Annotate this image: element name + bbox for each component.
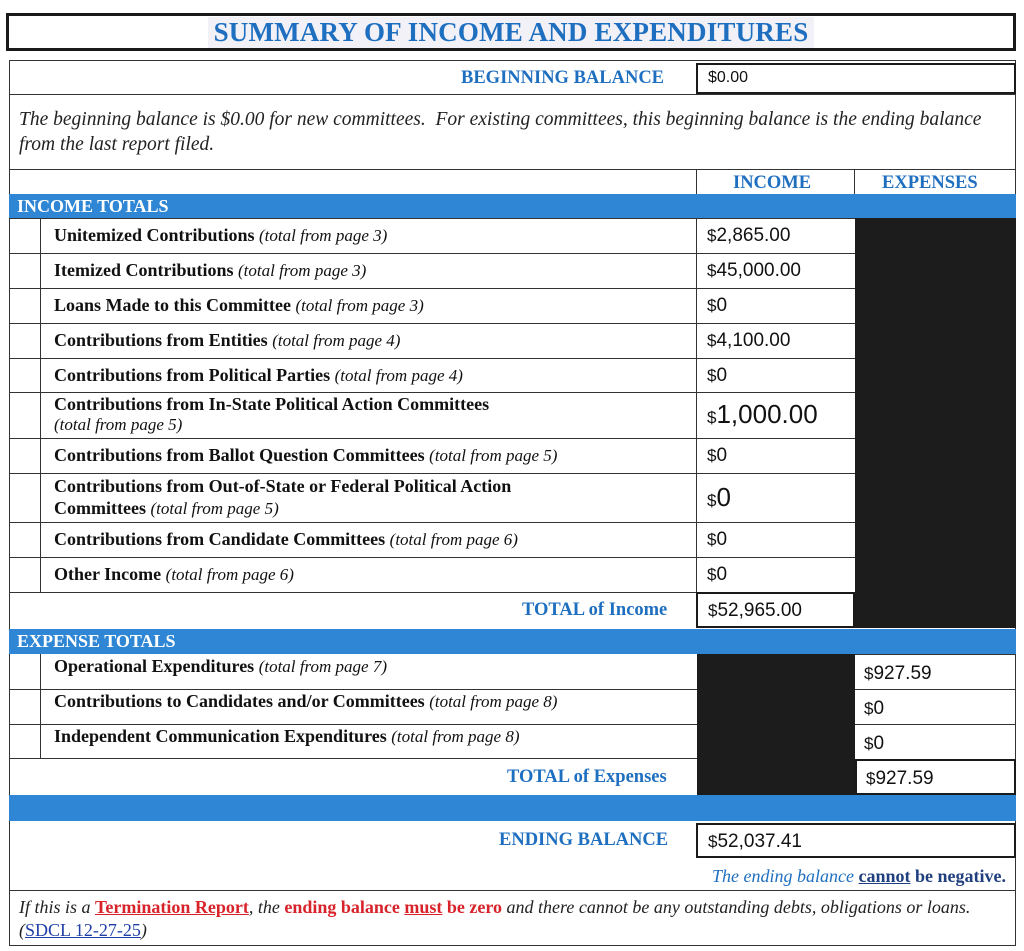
expense-totals-band bbox=[9, 629, 1016, 654]
expenses-column-redacted bbox=[855, 218, 1016, 628]
income-row-label: Loans Made to this Committee (total from page 3) bbox=[54, 295, 424, 315]
income-row-value[interactable]: $2,865.00 bbox=[707, 225, 791, 246]
intro-part1: The beginning balance is $0.00 for new committees. bbox=[19, 109, 426, 130]
income-row-label: Unitemized Contributions (total from page 3) bbox=[54, 225, 388, 245]
income-row-label: Itemized Contributions (total from page 3) bbox=[54, 260, 367, 280]
expenses-column-header: EXPENSES bbox=[882, 173, 978, 193]
beginning-balance-label: BEGINNING BALANCE bbox=[461, 68, 665, 88]
row-checkbox[interactable] bbox=[9, 288, 40, 323]
separator-band bbox=[9, 795, 1016, 821]
intro-text bbox=[19, 107, 1004, 157]
sdcl-link[interactable]: SDCL 12-27-25 bbox=[25, 920, 141, 940]
total-expenses-label: TOTAL of Expenses bbox=[507, 767, 667, 787]
income-row-value[interactable]: $0 bbox=[707, 564, 728, 585]
income-row-label: Contributions from Entities (total from page 4) bbox=[54, 330, 401, 350]
negative-balance-note: The ending balance cannot be negative. bbox=[712, 866, 1006, 886]
expense-row-label: Contributions to Candidates and/or Committees (total from page 8) bbox=[54, 691, 558, 711]
termination-notice: If this is a Termination Report, the ending balance must be zero and there cannot be any outstanding debts, obligations or loans. (SDCL 12-27-25) bbox=[19, 897, 971, 940]
income-row-value[interactable]: $45,000.00 bbox=[707, 260, 801, 281]
expense-row-value[interactable]: $927.59 bbox=[864, 663, 932, 684]
ending-balance-value: $52,037.41 bbox=[708, 831, 802, 852]
income-row-value[interactable]: $0 bbox=[707, 365, 728, 386]
row-checkbox[interactable] bbox=[9, 473, 40, 522]
expense-totals-header: EXPENSE TOTALS bbox=[17, 631, 176, 651]
income-row-note: (total from page 5) bbox=[54, 415, 183, 434]
intro-part2: For existing committees, this beginning balance is the ending balance from the last report filed. bbox=[19, 109, 982, 155]
total-income-label: TOTAL of Income bbox=[522, 600, 668, 620]
expense-row-label: Operational Expenditures (total from page 7) bbox=[54, 656, 387, 676]
total-income-value: $52,965.00 bbox=[708, 600, 802, 621]
income-row-label: Contributions from In-State Political Action Committees bbox=[54, 394, 490, 414]
income-row-label: Other Income (total from page 6) bbox=[54, 564, 294, 584]
row-checkbox[interactable] bbox=[9, 724, 40, 759]
ending-balance-field[interactable] bbox=[696, 823, 1016, 858]
row-checkbox[interactable] bbox=[9, 557, 40, 592]
page-title: SUMMARY OF INCOME AND EXPENDITURES bbox=[208, 17, 815, 48]
income-totals-band bbox=[9, 194, 1016, 218]
beginning-balance-field[interactable] bbox=[696, 63, 1016, 94]
ending-balance-label: ENDING BALANCE bbox=[499, 830, 669, 850]
income-totals-header: INCOME TOTALS bbox=[17, 196, 169, 216]
income-row-value[interactable]: $4,100.00 bbox=[707, 330, 791, 351]
income-row-value[interactable]: $0 bbox=[707, 481, 731, 512]
income-column-header: INCOME bbox=[733, 173, 812, 193]
income-column-redacted bbox=[697, 654, 855, 795]
income-row-label: Contributions from Political Parties (total from page 4) bbox=[54, 365, 463, 385]
income-row-value[interactable]: $0 bbox=[707, 295, 728, 316]
total-expenses-value: $927.59 bbox=[866, 768, 934, 789]
row-checkbox[interactable] bbox=[9, 218, 40, 253]
beginning-balance-value: $0.00 bbox=[708, 69, 749, 86]
row-checkbox[interactable] bbox=[9, 358, 40, 392]
income-row-label-line2: Committees (total from page 5) bbox=[54, 498, 279, 518]
title-box bbox=[6, 13, 1016, 51]
income-row-label: Contributions from Ballot Question Committees (total from page 5) bbox=[54, 445, 558, 465]
row-checkbox[interactable] bbox=[9, 323, 40, 358]
row-checkbox[interactable] bbox=[9, 253, 40, 288]
income-row-value[interactable]: $0 bbox=[707, 529, 728, 550]
expense-row-value[interactable]: $0 bbox=[864, 733, 885, 754]
income-row-value[interactable]: $0 bbox=[707, 445, 728, 466]
total-expenses-field[interactable] bbox=[855, 759, 1016, 795]
expense-row-value[interactable]: $0 bbox=[864, 698, 885, 719]
row-checkbox[interactable] bbox=[9, 438, 40, 473]
row-checkbox[interactable] bbox=[9, 522, 40, 557]
row-checkbox[interactable] bbox=[9, 392, 40, 438]
row-checkbox[interactable] bbox=[9, 654, 40, 689]
expense-row-label: Independent Communication Expenditures (total from page 8) bbox=[54, 726, 520, 746]
income-row-label: Contributions from Out-of-State or Federal Political Action bbox=[54, 476, 512, 496]
income-row-value[interactable]: $1,000.00 bbox=[707, 399, 818, 429]
income-row-label: Contributions from Candidate Committees (total from page 6) bbox=[54, 529, 518, 549]
termination-report-text: Termination Report bbox=[95, 897, 249, 917]
row-checkbox[interactable] bbox=[9, 689, 40, 724]
total-income-field[interactable] bbox=[696, 592, 855, 628]
